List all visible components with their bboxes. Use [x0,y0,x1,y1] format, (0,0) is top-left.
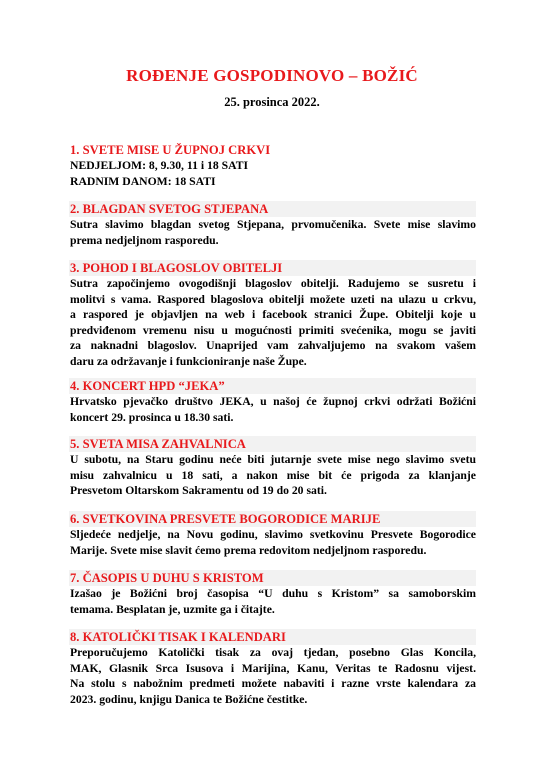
section-line: Hrvatsko pjevačko društvo JEKA, u našoj će župnoj crkvi održati Božićni [70,395,476,408]
section-body [69,276,476,370]
section-line: Marije. Svete mise slavit ćemo prema redovitom nedjeljnom rasporedu. [70,543,427,557]
section-body [69,452,476,499]
section-thanksgiving-mass [69,436,476,499]
section-line: za naknadni blagoslov. Unaprijed vam zahvaljujemo na svakom vašem [70,339,476,353]
section-body [69,527,476,558]
section-magazine [69,570,476,617]
section-heading: 1. SVETE MISE U ŽUPNOJ CRKVI [70,143,271,157]
section-line: Sutra započinjemo ovogodišnji blagoslov obitelji. Radujemo se susretu i [70,277,476,290]
section-heading: 6. SVETKOVINA PRESVETE BOGORODICE MARIJE [69,511,476,527]
section-line: U subotu, na Staru godinu neće biti jutarnje svete mise nego slavimo svetu [70,453,476,466]
section-body [69,217,476,248]
section-body [69,586,476,617]
section-line: NEDJELJOM: 8, 9.30, 11 i 18 SATI [70,159,249,172]
section-line: Izašao je Božićni broj časopisa “U duhu s Kristom” sa samoborskim [70,587,476,600]
section-body [69,394,476,425]
section-line: MAK, Glasnik Srca Isusova i Marijina, Kanu, Veritas te Radosnu vijest. [70,661,476,675]
section-line: prema nedjeljnom rasporedu. [70,233,219,247]
page-date: 25. prosinca 2022. [224,95,320,109]
section-heading: 2. BLAGDAN SVETOG STJEPANA [69,201,476,217]
section-line: koncert 29. prosinca u 18.30 sati. [70,410,234,424]
section-line: RADNIM DANOM: 18 SATI [70,174,216,188]
section-line: Preporučujemo Katolički tisak za ovaj tjedan, posebno Glas Koncila, [70,646,476,659]
section-line: Na stolu s nabožnim predmeti možete nabaviti i razne vrste kalendara za [70,677,476,691]
section-concert [69,378,476,425]
section-heading: 7. ČASOPIS U DUHU S KRISTOM [69,570,476,586]
section-line: a raspored je objavljen na web i facebook stranici Župe. Obitelji koje u [70,308,476,322]
section-body [69,158,476,189]
section-line: 2023. godinu, knjigu Danica te Božićne čestitke. [70,692,308,706]
section-line: daru za održavanje i funkcioniranje naše Župe. [70,354,307,368]
section-line: Presvetom Oltarskom Sakramentu od 19 do 20 sati. [70,484,327,498]
section-st-stephen [69,201,476,248]
section-heading: 4. KONCERT HPD “JEKA” [69,378,476,394]
section-line: Sljedeće nedjelje, na Novu godinu, slavimo svetkovinu Presvete Bogorodice [70,528,476,541]
section-line: misu zahvalnicu u 18 sati, a nakon mise bit će prigoda za klanjanje [70,468,476,482]
section-line: molitvi s vama. Raspored blagoslova obitelji možete uzeti na ulazu u crkvu, [70,292,476,306]
section-catholic-press [69,629,476,707]
section-heading: 8. KATOLIČKI TISAK I KALENDARI [69,629,476,645]
section-heading: 5. SVETA MISA ZAHVALNICA [69,436,476,452]
section-mass-schedule [69,142,476,189]
section-body [69,645,476,707]
section-solemnity-mary [69,511,476,558]
page-title: ROĐENJE GOSPODINOVO – BOŽIĆ [126,66,418,85]
section-line: Sutra slavimo blagdan svetog Stjepana, prvomučenika. Svete mise slavimo [70,218,476,231]
section-line: temama. Besplatan je, uzmite ga i čitajte. [70,602,275,616]
section-line: predviđenom vremenu nisu u mogućnosti primiti svećenika, mogu se javiti [70,323,476,337]
section-family-blessing [69,260,476,370]
section-heading: 3. POHOD I BLAGOSLOV OBITELJI [69,260,476,276]
